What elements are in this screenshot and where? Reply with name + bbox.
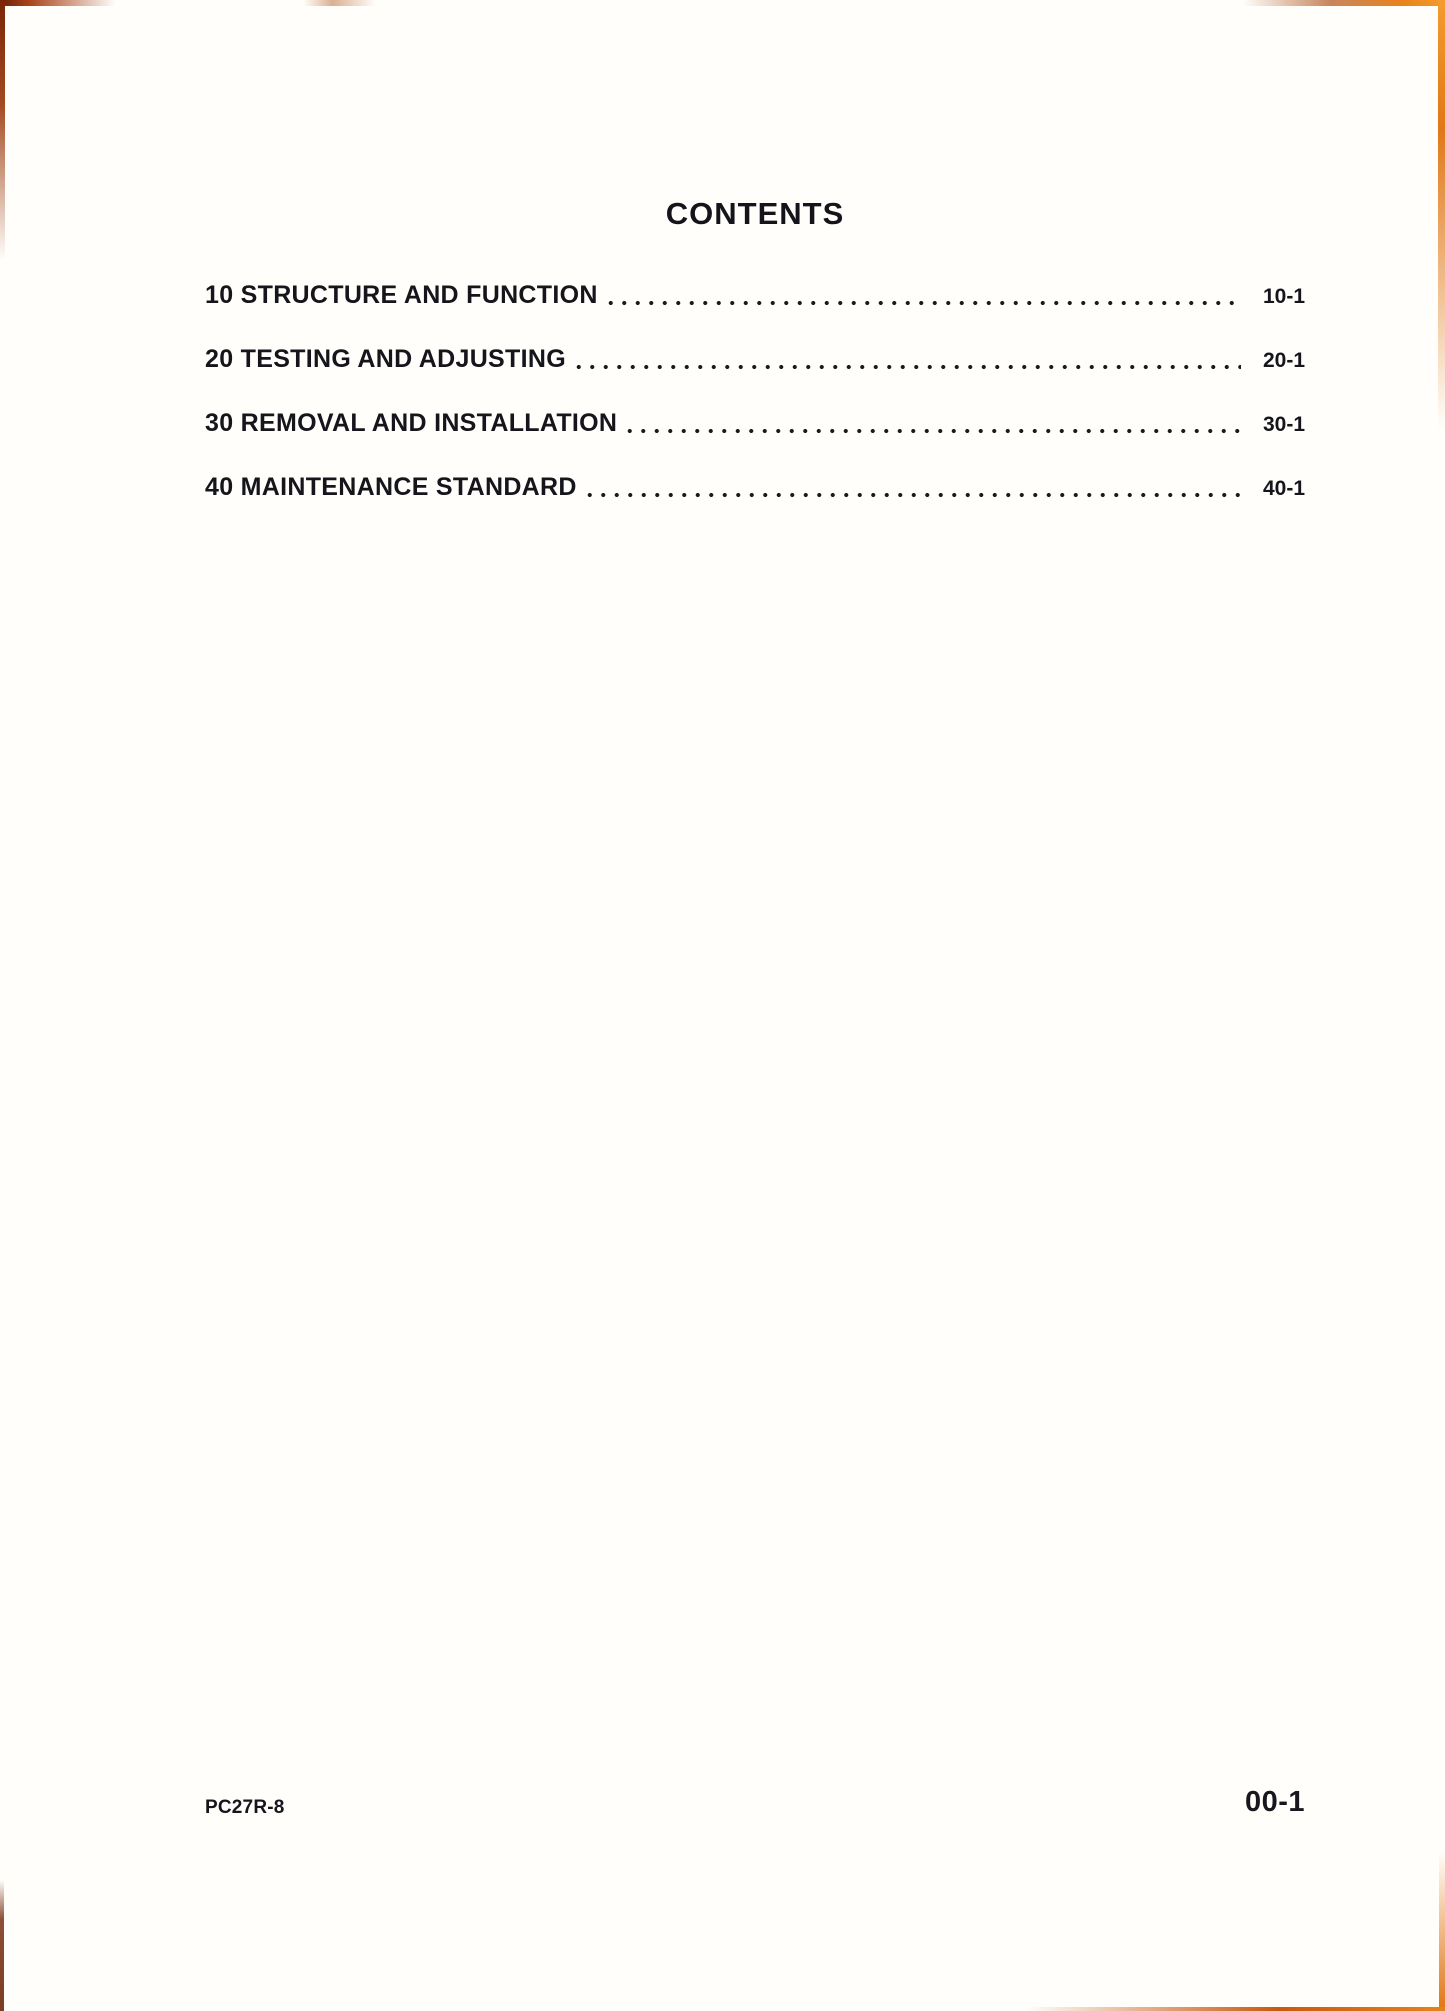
dot-leader bbox=[572, 345, 1241, 375]
toc-entry-testing-and-adjusting bbox=[205, 345, 1305, 375]
toc-entry-page-number: 20-1 bbox=[1262, 349, 1305, 372]
toc-entry-label: 20 TESTING AND ADJUSTING bbox=[205, 345, 566, 373]
toc-entry-label: 40 MAINTENANCE STANDARD bbox=[205, 473, 577, 501]
dot-leader bbox=[583, 473, 1241, 503]
dot-leader bbox=[604, 281, 1241, 311]
scan-edge-top bbox=[0, 0, 1445, 6]
toc-entry-removal-and-installation bbox=[205, 409, 1305, 439]
toc-entry-page-number: 10-1 bbox=[1262, 285, 1305, 308]
scan-edge-left-bottom bbox=[0, 1880, 4, 2011]
dot-leader bbox=[623, 409, 1241, 439]
scan-edge-left-top bbox=[0, 0, 5, 260]
page-title: CONTENTS bbox=[665, 196, 845, 231]
scan-edge-right-top bbox=[1438, 0, 1445, 430]
page-footer bbox=[205, 1786, 1305, 1819]
table-of-contents bbox=[205, 281, 1305, 503]
toc-entry-structure-and-function bbox=[205, 281, 1305, 311]
model-code: PC27R-8 bbox=[205, 1797, 285, 1818]
toc-entry-maintenance-standard bbox=[205, 473, 1305, 503]
toc-entry-page-number: 40-1 bbox=[1262, 477, 1305, 500]
footer-page-number: 00-1 bbox=[1244, 1786, 1305, 1818]
page-content bbox=[205, 196, 1305, 537]
toc-entry-page-number: 30-1 bbox=[1262, 413, 1305, 436]
scan-edge-right-bottom bbox=[1439, 1851, 1445, 2011]
toc-entry-label: 10 STRUCTURE AND FUNCTION bbox=[205, 281, 598, 309]
scan-edge-bottom bbox=[1025, 2007, 1445, 2011]
toc-entry-label: 30 REMOVAL AND INSTALLATION bbox=[205, 409, 618, 437]
